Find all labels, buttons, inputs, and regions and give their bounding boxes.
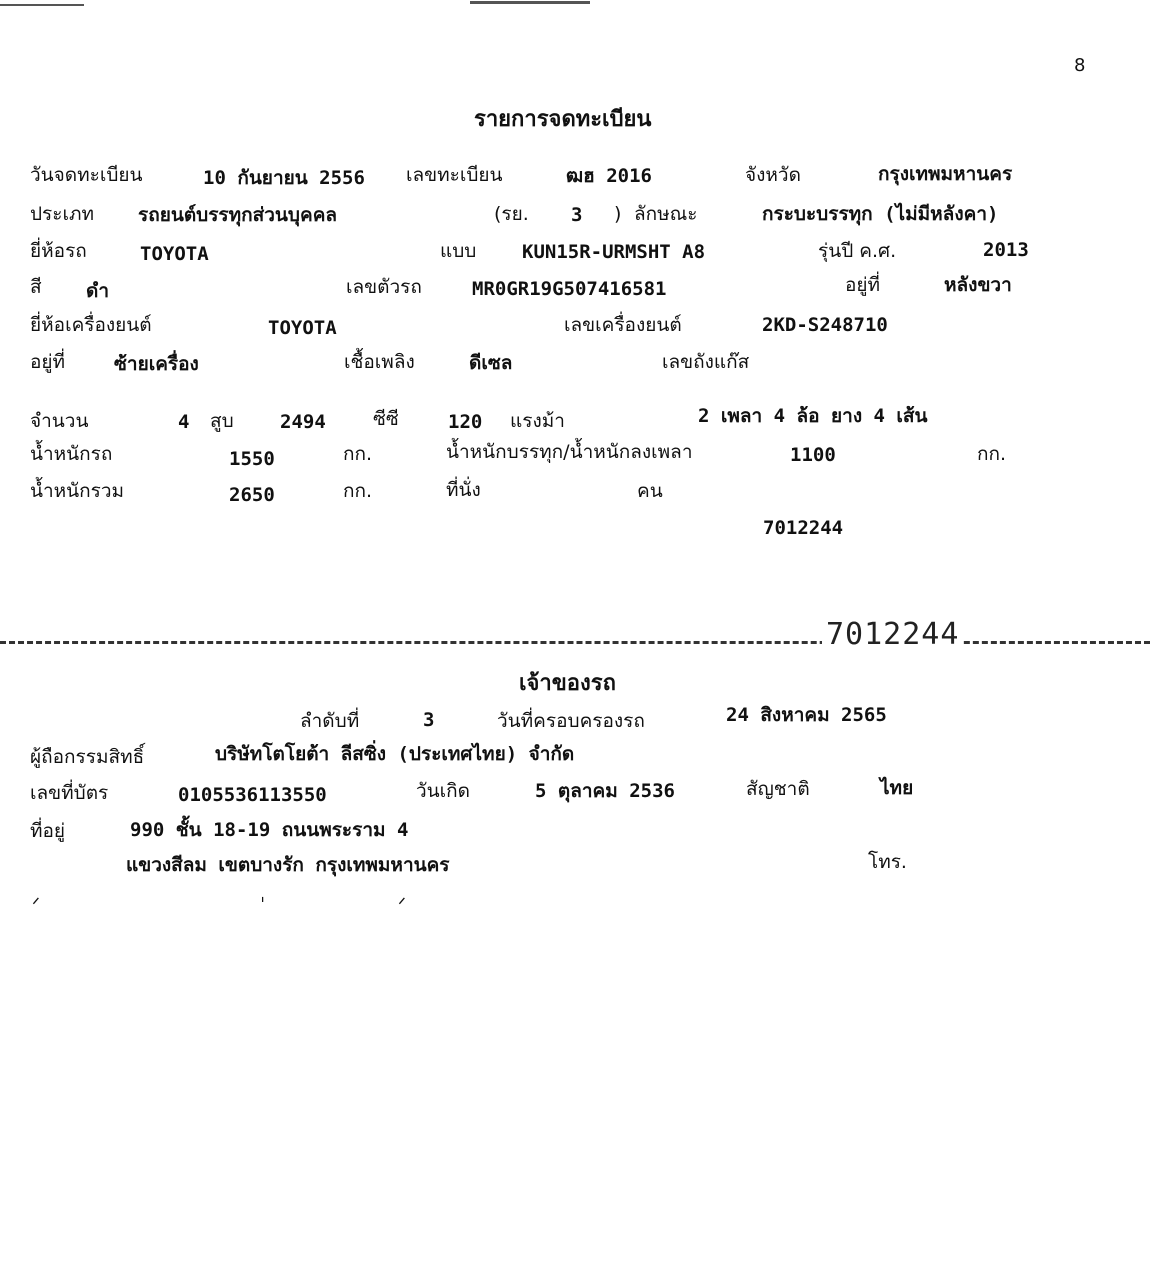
type-value: รถยนต์บรรทุกส่วนบุคคล bbox=[138, 204, 338, 226]
phone-label: โทร. bbox=[868, 851, 907, 873]
engine-brand-value: TOYOTA bbox=[268, 317, 337, 339]
card-number-value: 0105536113550 bbox=[178, 784, 327, 806]
horsepower-value: 120 bbox=[448, 411, 483, 433]
weight-unit: กก. bbox=[343, 443, 373, 465]
cc-label: ซีซี bbox=[373, 408, 399, 430]
cylinders-label: สูบ bbox=[210, 410, 234, 432]
brand-label: ยี่ห้อรถ bbox=[30, 240, 87, 262]
page-number: 8 bbox=[1074, 55, 1086, 76]
style-label: ลักษณะ bbox=[634, 203, 698, 225]
load-value: 1100 bbox=[790, 444, 836, 466]
engine-brand-label: ยี่ห้อเครื่องยนต์ bbox=[30, 314, 152, 336]
chassis-location-value: หลังขวา bbox=[944, 274, 1012, 296]
province-label: จังหวัด bbox=[745, 164, 801, 186]
gross-weight-value: 2650 bbox=[229, 484, 275, 506]
model-label: แบบ bbox=[440, 240, 477, 262]
nationality-label: สัญชาติ bbox=[746, 778, 810, 800]
address-line-1: 990 ชั้น 18-19 ถนนพระราม 4 bbox=[130, 819, 409, 841]
possession-date-value: 24 สิงหาคม 2565 bbox=[726, 704, 887, 726]
chassis-location-label: อยู่ที่ bbox=[845, 274, 881, 296]
year-value: 2013 bbox=[983, 239, 1029, 261]
seats-unit: คน bbox=[637, 480, 663, 502]
chassis-label: เลขตัวรถ bbox=[346, 276, 422, 298]
ry-close: ) bbox=[614, 203, 622, 225]
color-value: ดำ bbox=[86, 280, 110, 302]
seats-label: ที่นั่ง bbox=[446, 479, 481, 501]
gas-tank-label: เลขถังแก๊ส bbox=[662, 351, 750, 373]
ry-open: (รย. bbox=[494, 203, 529, 225]
engine-number-value: 2KD-S248710 bbox=[762, 314, 888, 336]
card-number-label: เลขที่บัตร bbox=[30, 782, 109, 804]
brand-value: TOYOTA bbox=[140, 243, 209, 265]
chassis-value: MR0GR19G507416581 bbox=[472, 278, 667, 300]
cc-value: 2494 bbox=[280, 411, 326, 433]
possession-date-label: วันที่ครอบครองรถ bbox=[497, 710, 645, 732]
holder-value: บริษัทโตโยต้า ลีสซิ่ง (ประเทศไทย) จำกัด bbox=[215, 743, 575, 765]
load-label: น้ำหนักบรรทุก/น้ำหนักลงเพลา bbox=[446, 441, 693, 463]
year-label: รุ่นปี ค.ศ. bbox=[818, 240, 897, 262]
gross-weight-unit: กก. bbox=[343, 480, 373, 502]
section-separator bbox=[0, 641, 1150, 644]
style-value: กระบะบรรทุก (ไม่มีหลังคา) bbox=[762, 203, 999, 225]
nationality-value: ไทย bbox=[880, 777, 914, 799]
type-label: ประเภท bbox=[30, 203, 95, 225]
cylinders-value: 4 bbox=[178, 411, 190, 433]
province-value: กรุงเทพมหานคร bbox=[878, 163, 1013, 185]
scan-mark bbox=[0, 4, 84, 6]
stamp-number: 7012244 bbox=[822, 618, 963, 652]
engine-location-value: ซ้ายเครื่อง bbox=[114, 353, 199, 375]
holder-label: ผู้ถือกรรมสิทธิ์ bbox=[30, 746, 145, 768]
registration-heading: รายการจดทะเบียน bbox=[474, 107, 652, 132]
address-line-2: แขวงสีลม เขตบางรัก กรุงเทพมหานคร bbox=[126, 854, 450, 876]
weight-value: 1550 bbox=[229, 448, 275, 470]
weight-label: น้ำหนักรถ bbox=[30, 443, 113, 465]
reg-date-value: 10 กันยายน 2556 bbox=[203, 167, 365, 189]
owner-heading: เจ้าของรถ bbox=[519, 671, 616, 696]
engine-location-label: อยู่ที่ bbox=[30, 351, 66, 373]
birth-date-value: 5 ตุลาคม 2536 bbox=[535, 780, 675, 802]
fuel-value: ดีเซล bbox=[469, 352, 513, 374]
reg-date-label: วันจดทะเบียน bbox=[30, 164, 143, 186]
engine-number-label: เลขเครื่องยนต์ bbox=[564, 314, 682, 336]
reference-number: 7012244 bbox=[763, 517, 844, 539]
address-label: ที่อยู่ bbox=[30, 820, 66, 842]
ry-value: 3 bbox=[571, 204, 583, 226]
sequence-value: 3 bbox=[423, 709, 435, 731]
fuel-label: เชื้อเพลิง bbox=[344, 351, 415, 373]
load-unit: กก. bbox=[977, 443, 1007, 465]
color-label: สี bbox=[30, 276, 42, 298]
cropped-text-edge: ᐟ ˈ ᐟ bbox=[32, 894, 407, 916]
count-label: จำนวน bbox=[30, 410, 89, 432]
horsepower-label: แรงม้า bbox=[510, 410, 565, 432]
sequence-label: ลำดับที่ bbox=[300, 710, 360, 732]
axles-value: 2 เพลา 4 ล้อ ยาง 4 เส้น bbox=[698, 405, 928, 427]
birth-date-label: วันเกิด bbox=[416, 780, 470, 802]
model-value: KUN15R-URMSHT A8 bbox=[522, 241, 706, 263]
plate-label: เลขทะเบียน bbox=[406, 164, 503, 186]
plate-value: ฒฮ 2016 bbox=[566, 165, 652, 187]
scan-mark bbox=[470, 1, 590, 4]
gross-weight-label: น้ำหนักรวม bbox=[30, 480, 125, 502]
